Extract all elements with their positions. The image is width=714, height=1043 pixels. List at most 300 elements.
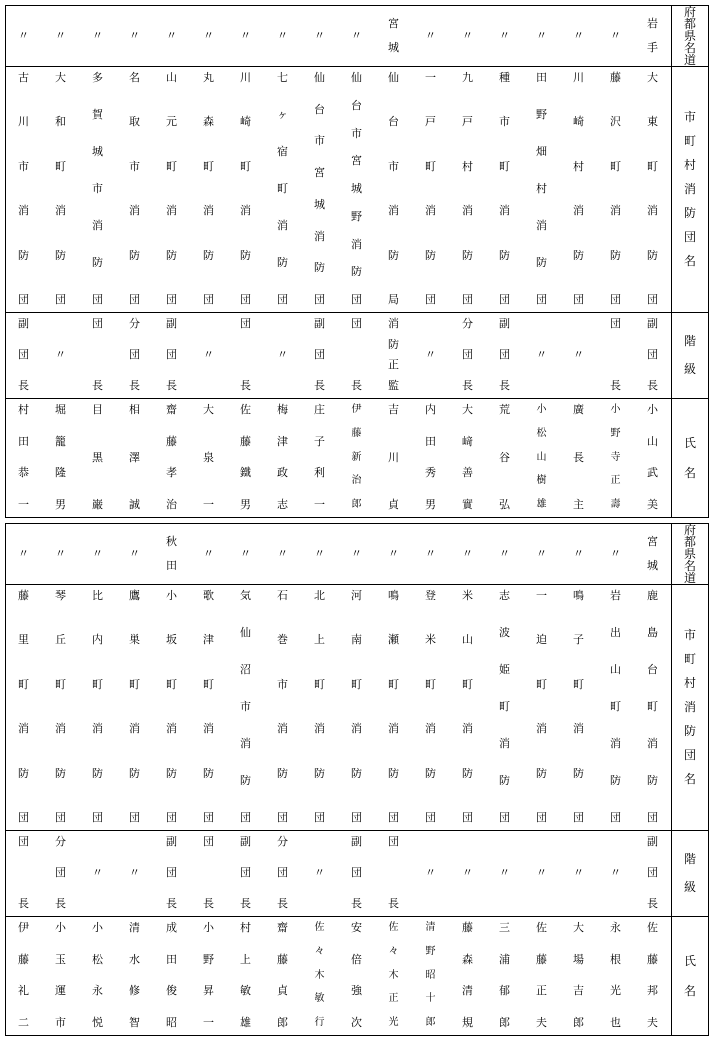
cell-rank	[153, 312, 190, 398]
cell-char: 防	[425, 766, 436, 780]
cell-char: 多	[92, 71, 103, 84]
cell-char: 小	[610, 404, 621, 415]
cell-char: 長	[18, 897, 29, 910]
cell-char: 昭	[425, 969, 436, 981]
header-org	[671, 66, 709, 312]
cell-char: 村	[240, 921, 251, 934]
cell-char: 防	[462, 766, 473, 780]
cell-char: 防	[351, 766, 362, 780]
cell-char: 永	[610, 921, 621, 934]
cell-char: 長	[203, 897, 214, 910]
cell-char: 吉	[388, 403, 399, 416]
cell-char: 市	[314, 134, 325, 148]
cell-char: 団	[92, 293, 103, 306]
cell-char: 団	[18, 835, 29, 848]
cell-char: 宮	[351, 154, 362, 168]
cell-char: 藤	[18, 589, 29, 602]
cell-char: 団	[499, 348, 510, 361]
cell-text: 〃	[610, 547, 621, 560]
cell-char: 一	[203, 498, 214, 511]
cell-rank	[412, 830, 449, 916]
cell-char: 分	[462, 317, 473, 330]
cell-name	[523, 916, 560, 1035]
cell-pref	[597, 6, 634, 66]
cell-name	[597, 916, 634, 1035]
cell-char: 野	[610, 427, 621, 439]
header-char: 団	[683, 230, 696, 244]
cell-char: 川	[18, 115, 29, 129]
cell-org	[449, 66, 486, 312]
cell-char: 小	[647, 403, 658, 416]
header-char: 都	[683, 535, 696, 549]
cell-char: 郁	[499, 984, 510, 998]
cell-text: 〃	[351, 29, 362, 42]
cell-name	[301, 916, 338, 1035]
cell-char: 政	[277, 466, 288, 480]
cell-char: 町	[277, 182, 288, 195]
cell-char: 団	[314, 348, 325, 361]
cell-rank	[338, 830, 375, 916]
cell-name	[5, 398, 42, 517]
cell-char: 武	[647, 466, 658, 480]
cell-char: 町	[55, 159, 66, 173]
cell-char: 歌	[203, 589, 214, 602]
header-char: 級	[683, 362, 696, 376]
roster-column	[486, 524, 523, 1035]
header-char: 町	[683, 134, 696, 148]
cell-char: 黒	[92, 450, 103, 464]
cell-char: 消	[351, 722, 362, 736]
cell-name	[338, 916, 375, 1035]
cell-char: 長	[18, 379, 29, 392]
header-rank	[671, 830, 709, 916]
cell-char: 台	[647, 663, 658, 676]
cell-char: 崎	[573, 115, 584, 129]
roster-column	[42, 6, 79, 517]
cell-char: 防	[277, 766, 288, 780]
cell-char: 沢	[610, 115, 621, 129]
cell-org	[116, 66, 153, 312]
cell-char: 泉	[203, 450, 214, 464]
cell-char: 防	[55, 766, 66, 780]
header-char: 県	[683, 547, 696, 561]
header-char: 村	[683, 158, 696, 172]
cell-text: 〃	[351, 547, 362, 560]
cell-char: 利	[314, 466, 325, 480]
cell-char: 消	[240, 737, 251, 750]
cell-char: 監	[388, 379, 399, 392]
cell-char: 上	[314, 633, 325, 647]
cell-char: 町	[499, 159, 510, 173]
cell-char: 光	[388, 1017, 399, 1028]
cell-char: 防	[647, 774, 658, 787]
cell-text: 〃	[499, 866, 510, 879]
cell-org	[486, 584, 523, 830]
cell-char: 団	[499, 811, 510, 824]
cell-char: 岩	[610, 589, 621, 602]
cell-rank	[301, 312, 338, 398]
cell-pref	[338, 524, 375, 584]
cell-char: 礼	[18, 984, 29, 998]
header-char: 階	[683, 334, 696, 348]
cell-char: 宮	[314, 166, 325, 180]
cell-char: 藤	[240, 434, 251, 448]
cell-text: 〃	[573, 866, 584, 879]
cell-char: 岩	[647, 17, 658, 30]
roster-column	[264, 524, 301, 1035]
cell-char: 消	[277, 722, 288, 736]
cell-char: 取	[129, 115, 140, 129]
cell-char: 﨑	[462, 434, 473, 448]
cell-org	[153, 584, 190, 830]
cell-text: 〃	[573, 348, 584, 361]
header-pref	[671, 524, 709, 584]
cell-char: 大	[203, 403, 214, 416]
cell-org	[264, 66, 301, 312]
roster-column	[597, 524, 634, 1035]
cell-char: 町	[92, 677, 103, 691]
cell-org	[264, 584, 301, 830]
cell-name	[153, 398, 190, 517]
cell-char: 防	[499, 248, 510, 262]
cell-char: 小	[92, 921, 103, 934]
header-char: 道	[683, 571, 696, 585]
cell-char: 副	[647, 317, 658, 330]
cell-char: 宿	[277, 145, 288, 158]
cell-pref	[523, 6, 560, 66]
cell-char: 防	[388, 337, 399, 351]
cell-name	[560, 398, 597, 517]
cell-char: 壽	[610, 499, 621, 510]
cell-char: 小	[536, 404, 547, 415]
cell-name	[634, 916, 671, 1035]
cell-char: 堀	[55, 403, 66, 416]
cell-char: 町	[499, 700, 510, 713]
roster-column	[5, 524, 42, 1035]
cell-char: 秀	[425, 466, 436, 480]
header-char: 名	[683, 41, 696, 55]
cell-char: 鷹	[129, 589, 140, 602]
cell-char: 団	[166, 866, 177, 879]
cell-pref	[153, 6, 190, 66]
cell-char: 長	[388, 897, 399, 910]
cell-name	[523, 398, 560, 517]
cell-text: 〃	[314, 547, 325, 560]
cell-char: 団	[351, 293, 362, 306]
cell-char: 消	[277, 219, 288, 232]
cell-char: 消	[129, 204, 140, 218]
cell-char: 坂	[166, 633, 177, 647]
cell-char: 村	[462, 159, 473, 173]
cell-rank	[412, 312, 449, 398]
cell-char: 団	[610, 811, 621, 824]
cell-name	[449, 398, 486, 517]
cell-char: 消	[536, 722, 547, 736]
cell-rank	[264, 830, 301, 916]
cell-char: 田	[536, 71, 547, 84]
cell-pref	[412, 6, 449, 66]
cell-char: 七	[277, 71, 288, 84]
cell-char: 防	[129, 248, 140, 262]
cell-char: 郎	[277, 1016, 288, 1029]
cell-char: 市	[388, 159, 399, 173]
cell-char: 副	[499, 317, 510, 330]
cell-char: 団	[277, 293, 288, 306]
cell-char: 吉	[573, 984, 584, 998]
cell-char: 北	[314, 589, 325, 602]
cell-char: 恭	[18, 466, 29, 480]
cell-pref	[486, 6, 523, 66]
cell-char: 内	[425, 403, 436, 416]
cell-name	[42, 398, 79, 517]
cell-name	[116, 916, 153, 1035]
roster-column	[79, 524, 116, 1035]
cell-char: 智	[129, 1016, 140, 1029]
cell-char: 長	[240, 897, 251, 910]
cell-org	[190, 66, 227, 312]
cell-pref	[264, 6, 301, 66]
cell-char: 藤	[610, 71, 621, 84]
cell-name	[375, 398, 412, 517]
cell-char: 消	[203, 204, 214, 218]
cell-char: 也	[610, 1016, 621, 1029]
cell-char: 長	[166, 379, 177, 392]
cell-char: 団	[351, 811, 362, 824]
cell-char: 消	[166, 204, 177, 218]
cell-text: 〃	[499, 547, 510, 560]
cell-char: 長	[351, 897, 362, 910]
cell-char: 防	[499, 774, 510, 787]
cell-char: 米	[462, 589, 473, 602]
cell-char: 志	[277, 498, 288, 511]
header-char: 防	[683, 206, 696, 220]
cell-char: 防	[610, 248, 621, 262]
cell-char: 団	[388, 811, 399, 824]
cell-char: 主	[573, 498, 584, 511]
cell-char: 長	[277, 897, 288, 910]
cell-rank	[301, 830, 338, 916]
cell-char: 防	[314, 261, 325, 275]
cell-char: 男	[55, 498, 66, 511]
cell-char: 城	[647, 559, 658, 572]
cell-char: 団	[536, 293, 547, 306]
cell-pref	[301, 6, 338, 66]
cell-text: 〃	[314, 29, 325, 42]
cell-char: 団	[573, 811, 584, 824]
cell-char: 防	[18, 766, 29, 780]
cell-char: 消	[610, 204, 621, 218]
cell-rank	[5, 312, 42, 398]
cell-char: 防	[240, 774, 251, 787]
cell-char: 善	[462, 466, 473, 480]
cell-rank	[597, 830, 634, 916]
cell-char: 市	[129, 159, 140, 173]
cell-org	[5, 584, 42, 830]
cell-pref	[42, 524, 79, 584]
cell-char: 敏	[240, 984, 251, 998]
cell-char: 防	[240, 248, 251, 262]
cell-char: 防	[203, 766, 214, 780]
cell-text: 〃	[425, 348, 436, 361]
cell-name	[301, 398, 338, 517]
cell-char: 消	[351, 237, 362, 251]
cell-char: 和	[55, 115, 66, 129]
cell-char: 分	[129, 317, 140, 330]
cell-char: 一	[314, 498, 325, 511]
cell-rank	[116, 830, 153, 916]
cell-org	[116, 584, 153, 830]
cell-text: 〃	[166, 29, 177, 42]
cell-text: 〃	[277, 348, 288, 361]
cell-char: 町	[166, 159, 177, 173]
cell-char: 消	[18, 722, 29, 736]
cell-rank	[79, 312, 116, 398]
cell-char: 東	[647, 115, 658, 129]
cell-char: 行	[314, 1017, 325, 1028]
cell-org	[412, 66, 449, 312]
cell-rank	[560, 312, 597, 398]
cell-org	[227, 66, 264, 312]
cell-char: 安	[351, 921, 362, 934]
cell-org	[42, 66, 79, 312]
header-char: 消	[683, 182, 696, 196]
cell-char: 町	[129, 677, 140, 691]
cell-char: 町	[314, 677, 325, 691]
cell-char: 場	[573, 952, 584, 966]
roster-column	[190, 524, 227, 1035]
cell-char: 消	[314, 722, 325, 736]
roster-column	[449, 6, 486, 517]
cell-char: 小	[203, 921, 214, 934]
cell-char: 正	[388, 993, 399, 1005]
cell-char: 修	[129, 984, 140, 998]
header-pref	[671, 6, 709, 66]
cell-text: 〃	[277, 29, 288, 42]
cell-text: 〃	[573, 29, 584, 42]
cell-pref	[412, 524, 449, 584]
cell-char: 市	[55, 1016, 66, 1029]
cell-char: 団	[314, 293, 325, 306]
cell-char: 丘	[55, 633, 66, 647]
cell-text: 〃	[129, 547, 140, 560]
cell-org	[42, 584, 79, 830]
cell-char: 副	[18, 317, 29, 330]
cell-char: 防	[18, 248, 29, 262]
cell-char: 二	[18, 1016, 29, 1029]
cell-char: 市	[277, 677, 288, 691]
cell-char: 一	[536, 589, 547, 602]
cell-org	[523, 66, 560, 312]
cell-char: 木	[388, 969, 399, 981]
cell-char: 仙	[240, 626, 251, 639]
roster-column	[301, 524, 338, 1035]
cell-name	[264, 916, 301, 1035]
cell-char: 分	[55, 835, 66, 848]
cell-char: 城	[314, 197, 325, 211]
cell-pref	[560, 6, 597, 66]
cell-char: 団	[129, 811, 140, 824]
cell-char: 消	[388, 317, 399, 330]
cell-text: 〃	[388, 547, 399, 560]
cell-char: 台	[314, 102, 325, 116]
cell-name	[42, 916, 79, 1035]
cell-org	[79, 584, 116, 830]
cell-text: 〃	[462, 547, 473, 560]
cell-text: 〃	[536, 547, 547, 560]
cell-char: 野	[425, 945, 436, 957]
cell-char: 上	[240, 952, 251, 966]
cell-char: 町	[425, 677, 436, 691]
cell-char: 相	[129, 403, 140, 416]
cell-char: 長	[573, 450, 584, 464]
cell-char: 町	[203, 159, 214, 173]
cell-rank	[190, 312, 227, 398]
cell-char: 谷	[499, 450, 510, 464]
cell-char: 防	[166, 766, 177, 780]
header-rank	[671, 312, 709, 398]
cell-org	[412, 584, 449, 830]
cell-char: 田	[18, 434, 29, 448]
cell-char: 郎	[351, 499, 362, 510]
cell-org	[301, 66, 338, 312]
cell-name	[79, 398, 116, 517]
cell-char: 巻	[277, 633, 288, 647]
cell-org	[79, 66, 116, 312]
cell-char: 森	[203, 115, 214, 129]
cell-text: 〃	[18, 547, 29, 560]
cell-char: 消	[499, 737, 510, 750]
header-char: 級	[683, 880, 696, 894]
cell-name	[597, 398, 634, 517]
cell-char: 畑	[536, 145, 547, 158]
cell-char: 局	[388, 293, 399, 306]
cell-char: 鳴	[573, 589, 584, 602]
cell-org	[634, 66, 671, 312]
cell-char: 団	[425, 293, 436, 306]
cell-char: 町	[425, 159, 436, 173]
header-char: 名	[683, 983, 696, 998]
cell-char: 町	[647, 700, 658, 713]
header-char: 氏	[683, 435, 696, 450]
cell-char: 出	[610, 626, 621, 639]
cell-char: 庄	[314, 403, 325, 416]
cell-char: 長	[240, 379, 251, 392]
cell-text: 〃	[55, 547, 66, 560]
cell-char: 団	[647, 348, 658, 361]
cell-char: 野	[536, 108, 547, 121]
cell-char: 秋	[166, 535, 177, 548]
cell-char: 防	[92, 256, 103, 269]
cell-char: 副	[647, 835, 658, 848]
cell-char: 長	[55, 897, 66, 910]
cell-char: 長	[462, 379, 473, 392]
cell-char: 団	[55, 866, 66, 879]
roster-column	[375, 6, 412, 517]
cell-org	[5, 66, 42, 312]
cell-char: 誠	[129, 498, 140, 511]
cell-char: 田	[425, 434, 436, 448]
cell-char: 消	[647, 737, 658, 750]
cell-name	[190, 916, 227, 1035]
cell-char: 市	[92, 182, 103, 195]
cell-rank	[338, 312, 375, 398]
cell-text: 〃	[462, 866, 473, 879]
cell-org	[338, 66, 375, 312]
cell-text: 〃	[203, 547, 214, 560]
header-char: 村	[683, 676, 696, 690]
roster-table-top	[5, 5, 709, 518]
roster-column	[486, 6, 523, 517]
